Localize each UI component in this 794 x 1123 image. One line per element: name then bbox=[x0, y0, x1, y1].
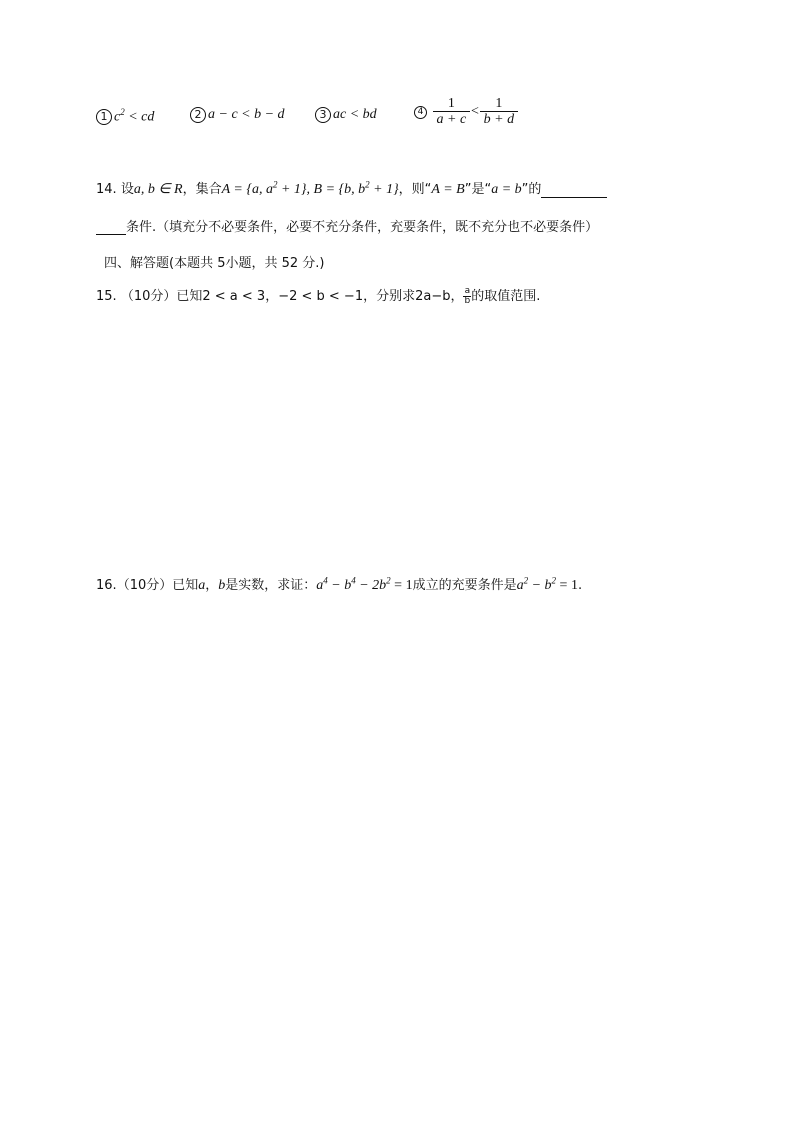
question-16: 16.（10分）已知a，b是实数，求证：$a^4 - b^4 - 2b^2 = 1$成立的充要条件是$a^2 - b^2 = 1$. bbox=[96, 575, 583, 593]
question-15: 15. （10分）已知2 < a < 3，−2 < b < −1，分别求2a−b， $\frac{a}{b}$ 的取值范围. bbox=[96, 286, 541, 306]
equation-2: $a^2 - b^2 = 1$ bbox=[516, 575, 578, 593]
fraction-a-over-b: $\frac{a}{b}$ bbox=[464, 286, 471, 306]
answer-blank-1[interactable] bbox=[541, 183, 607, 198]
section-heading: 四、解答题(本题共 5小题，共 52 分.) bbox=[104, 256, 325, 271]
question-14-line-1: 14. 设a, b ∈ R，集合A = {a, $a^2 + 1$}, B = {b, $b^2 + 1$}，则“A = B”是“a = b”的 bbox=[96, 178, 607, 198]
set-b: B = {b, $b^2 + 1$} bbox=[313, 179, 399, 197]
question-14-line-2: 条件.（填充分不必要条件，必要不充分条件，充要条件，既不充分也不必要条件） bbox=[96, 216, 598, 235]
answer-blank-2[interactable] bbox=[96, 220, 126, 235]
set-a: A = {a, $a^2 + 1$}, bbox=[221, 179, 314, 197]
equation-1: $a^4 - b^4 - 2b^2 = 1$ bbox=[316, 575, 413, 593]
option-3-mark: 3 bbox=[315, 107, 331, 123]
option-4: 4 $\frac{1}{a + c}$ < $\frac{1}{b + d}$ bbox=[414, 96, 518, 128]
option-row bbox=[96, 96, 536, 136]
option-1-mark: 1 bbox=[96, 109, 112, 125]
option-2-mark: 2 bbox=[190, 107, 206, 123]
option-4-mark: 4 bbox=[414, 106, 427, 119]
fraction-1: $\frac{1}{a + c}$ bbox=[433, 96, 471, 128]
option-3: 3 ac < bd bbox=[315, 107, 377, 123]
option-2: 2 a − c < b − d bbox=[190, 107, 285, 123]
fraction-2: $\frac{1}{b + d}$ bbox=[480, 96, 518, 128]
option-1: 1 $c^2$ < cd bbox=[96, 107, 154, 126]
